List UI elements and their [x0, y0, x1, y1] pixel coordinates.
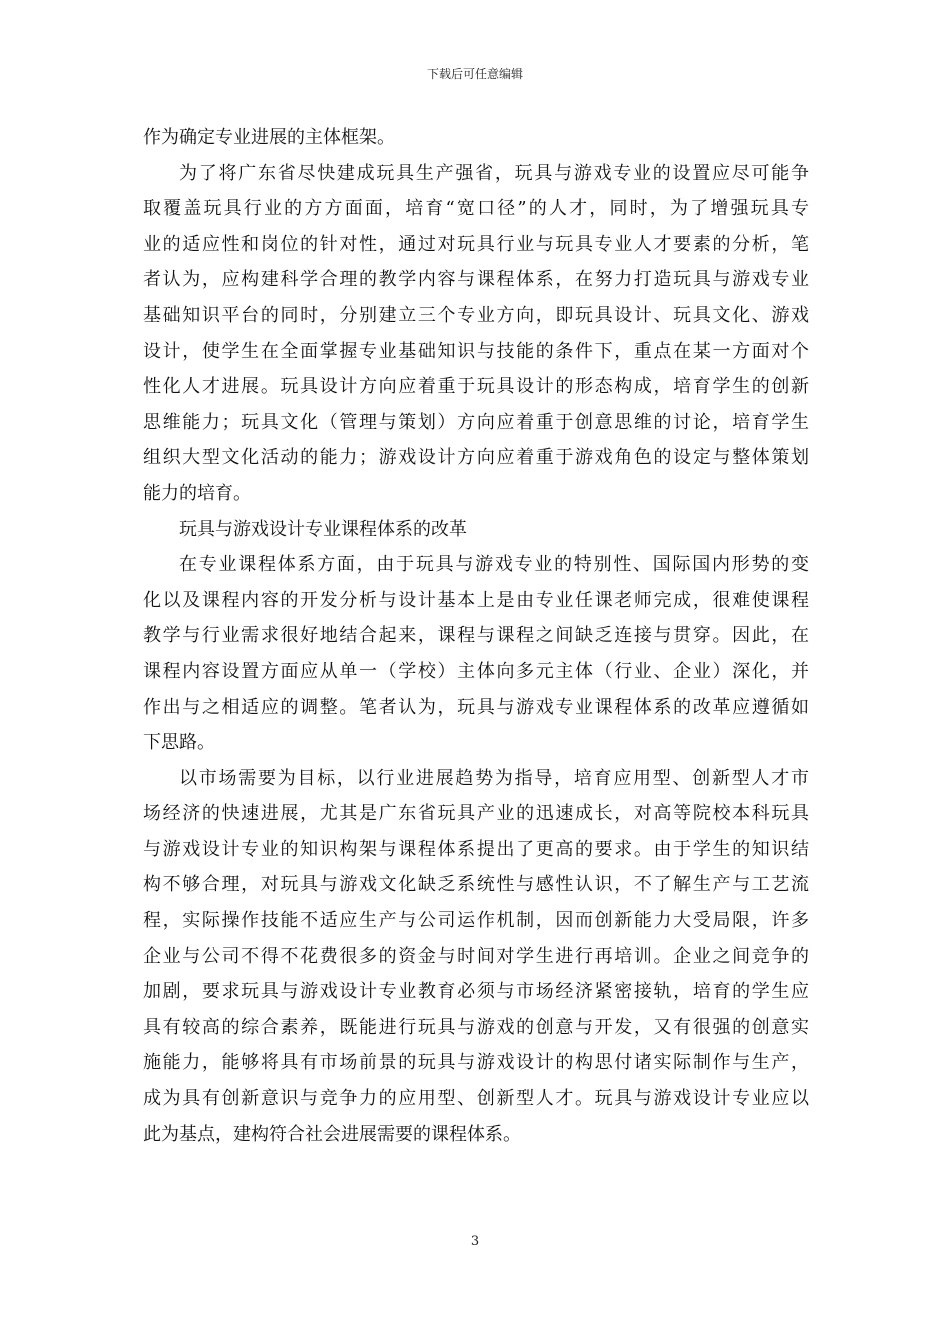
- paragraph-line: 加剧，要求玩具与游戏设计专业教育必须与市场经济紧密接轨，培育的学生应: [143, 981, 809, 1003]
- paragraph-line: 取覆盖玩具行业的方方面面，培育“宽口径”的人才，同时，为了增强玩具专: [143, 198, 809, 220]
- paragraph-line: 性化人才进展。玩具设计方向应着重于玩具设计的形态构成，培育学生的创新: [143, 376, 809, 398]
- paragraph-line: 以市场需要为目标，以行业进展趋势为指导，培育应用型、创新型人才市: [179, 767, 809, 789]
- paragraph-line: 成为具有创新意识与竞争力的应用型、创新型人才。玩具与游戏设计专业应以: [143, 1088, 809, 1110]
- paragraph-line: 者认为，应构建科学合理的教学内容与课程体系，在努力打造玩具与游戏专业: [143, 269, 809, 291]
- paragraph-line: 设计，使学生在全面掌握专业基础知识与技能的条件下，重点在某一方面对个: [143, 340, 809, 362]
- paragraph-line: 作出与之相适应的调整。笔者认为，玩具与游戏专业课程体系的改革应遵循如: [143, 696, 809, 718]
- section-heading: 玩具与游戏设计专业课程体系的改革: [179, 518, 467, 540]
- paragraph-line: 构不够合理，对玩具与游戏文化缺乏系统性与感性认识，不了解生产与工艺流: [143, 874, 809, 896]
- paragraph-line: 基础知识平台的同时，分别建立三个专业方向，即玩具设计、玩具文化、游戏: [143, 304, 809, 326]
- paragraph-line: 与游戏设计专业的知识构架与课程体系提出了更高的要求。由于学生的知识结: [143, 838, 809, 860]
- paragraph-line: 下思路。: [143, 732, 215, 754]
- paragraph-line: 业的适应性和岗位的针对性，通过对玩具行业与玩具专业人才要素的分析，笔: [143, 233, 809, 255]
- paragraph-line: 企业与公司不得不花费很多的资金与时间对学生进行再培训。企业之间竞争的: [143, 945, 809, 967]
- page-number: 3: [470, 1234, 480, 1249]
- paragraph-line: 施能力，能够将具有市场前景的玩具与游戏设计的构思付诸实际制作与生产，: [143, 1052, 809, 1074]
- paragraph-line: 课程内容设置方面应从单一（学校）主体向多元主体（行业、企业）深化，并: [143, 660, 809, 682]
- paragraph-line: 此为基点，建构符合社会进展需要的课程体系。: [143, 1123, 521, 1145]
- paragraph-line: 教学与行业需求很好地结合起来，课程与课程之间缺乏连接与贯穿。因此，在: [143, 625, 809, 647]
- page-header: 下载后可任意编辑: [426, 67, 523, 81]
- paragraph-line: 为了将广东省尽快建成玩具生产强省，玩具与游戏专业的设置应尽可能争: [179, 162, 809, 184]
- paragraph-line: 能力的培育。: [143, 482, 251, 504]
- paragraph-line: 程，实际操作技能不适应生产与公司运作机制，因而创新能力大受局限，许多: [143, 910, 809, 932]
- paragraph-line: 具有较高的综合素养，既能进行玩具与游戏的创意与开发，又有很强的创意实: [143, 1016, 809, 1038]
- paragraph-line: 场经济的快速进展，尤其是广东省玩具产业的迅速成长，对高等院校本科玩具: [143, 803, 809, 825]
- paragraph-line: 思维能力；玩具文化（管理与策划）方向应着重于创意思维的讨论，培育学生: [143, 411, 809, 433]
- paragraph-line: 作为确定专业进展的主体框架。: [143, 127, 395, 148]
- paragraph-line: 在专业课程体系方面，由于玩具与游戏专业的特别性、国际国内形势的变: [179, 554, 809, 576]
- paragraph-line: 化以及课程内容的开发分析与设计基本上是由专业任课老师完成，很难使课程: [143, 589, 809, 611]
- paragraph-line: 组织大型文化活动的能力；游戏设计方向应着重于游戏角色的设定与整体策划: [143, 447, 809, 469]
- document-body: [143, 120, 809, 1152]
